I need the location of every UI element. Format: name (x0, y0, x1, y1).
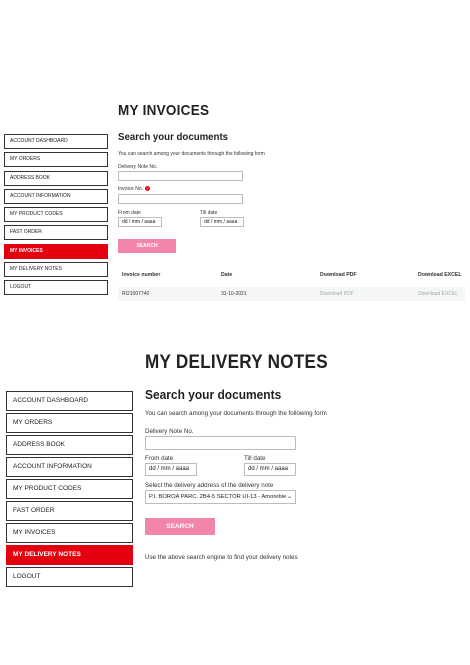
sidebar-item-my-invoices[interactable]: MY INVOICES (6, 523, 133, 543)
table-header-download-pdf: Download PDF (320, 272, 357, 278)
sidebar-item-account-information[interactable]: ACCOUNT INFORMATION (4, 189, 108, 204)
sidebar-item-my-invoices[interactable]: MY INVOICES (4, 244, 108, 259)
table-header-download-excel: Download EXCEL (418, 272, 462, 278)
invoices-invoice-number-label (118, 186, 150, 192)
table-header-invoice-number: Invoice number (122, 272, 161, 278)
delivery-search-description: You can search among your documents through the following form (145, 410, 327, 417)
sidebar-item-address-book[interactable]: ADDRESS BOOK (4, 171, 108, 186)
sidebar-item-address-book[interactable]: ADDRESS BOOK (6, 435, 133, 455)
invoices-invoice-label-text: Invoice No. (118, 186, 144, 192)
sidebar-item-account-dashboard[interactable]: ACCOUNT DASHBOARD (4, 134, 108, 149)
sidebar-item-fast-order[interactable]: FAST ORDER (6, 501, 133, 521)
delivery-till-date-input[interactable]: dd / mm / aaaa (244, 463, 296, 476)
table-header-date: Date (221, 272, 233, 278)
delivery-search-button[interactable]: SEARCH (145, 518, 215, 535)
sidebar-item-my-product-codes[interactable]: MY PRODUCT CODES (6, 479, 133, 499)
download-pdf-link[interactable]: Download PDF (320, 291, 354, 297)
delivery-from-date-label: From date (145, 455, 174, 462)
sidebar-item-my-orders[interactable]: MY ORDERS (6, 413, 133, 433)
delivery-address-label: Select the delivery address of the delivery note (145, 482, 274, 489)
sidebar-item-logout[interactable]: LOGOUT (4, 280, 108, 295)
delivery-till-date-label: Till date (244, 455, 266, 462)
delivery-search-hint: Use the above search engine to find your delivery notes (145, 554, 298, 561)
delivery-search-heading: Search your documents (145, 387, 282, 402)
delivery-address-select[interactable] (145, 490, 296, 504)
delivery-note-label: Delivery Note No. (145, 428, 194, 435)
chevron-down-icon: ⌄ (286, 494, 292, 500)
sidebar-item-fast-order[interactable]: FAST ORDER (4, 225, 108, 240)
invoices-delivery-note-label: Delivery Note No. (118, 164, 158, 170)
invoices-search-button[interactable]: SEARCH (118, 239, 176, 253)
sidebar-item-account-information[interactable]: ACCOUNT INFORMATION (6, 457, 133, 477)
download-excel-link[interactable]: Download EXCEL (418, 291, 459, 297)
delivery-from-date-input[interactable]: dd / mm / aaaa (145, 463, 197, 476)
delivery-address-value: P.I. BOROA PARC. 2B4-5 SECTOR UI-13 - Amorebie (149, 494, 287, 500)
invoices-from-date-input[interactable]: dd / mm / aaaa (118, 217, 162, 227)
invoice-date-cell: 31-10-2021 (221, 291, 247, 297)
sidebar-item-my-product-codes[interactable]: MY PRODUCT CODES (4, 207, 108, 222)
delivery-page-title: MY DELIVERY NOTES (145, 352, 328, 373)
sidebar-item-my-orders[interactable]: MY ORDERS (4, 152, 108, 167)
sidebar-item-my-delivery-notes[interactable]: MY DELIVERY NOTES (6, 545, 133, 565)
invoices-page-title: MY INVOICES (118, 102, 210, 119)
sidebar-item-logout[interactable]: LOGOUT (6, 567, 133, 587)
invoice-number-cell: RI21007740 (122, 291, 150, 297)
invoices-delivery-note-input[interactable] (118, 171, 243, 181)
sidebar-item-my-delivery-notes[interactable]: MY DELIVERY NOTES (4, 262, 108, 277)
sidebar-item-account-dashboard[interactable]: ACCOUNT DASHBOARD (6, 391, 133, 411)
table-row (118, 287, 465, 301)
delivery-note-input[interactable] (145, 436, 296, 450)
invoices-invoice-number-input[interactable] (118, 194, 243, 204)
help-icon[interactable]: ? (146, 186, 149, 192)
invoices-till-date-input[interactable]: dd / mm / aaaa (200, 217, 244, 227)
invoices-search-heading: Search your documents (118, 131, 229, 143)
invoices-till-date-label: Till date (200, 210, 218, 216)
invoices-from-date-label: From date (118, 210, 141, 216)
invoices-search-description: You can search among your documents through the following form (118, 151, 265, 157)
